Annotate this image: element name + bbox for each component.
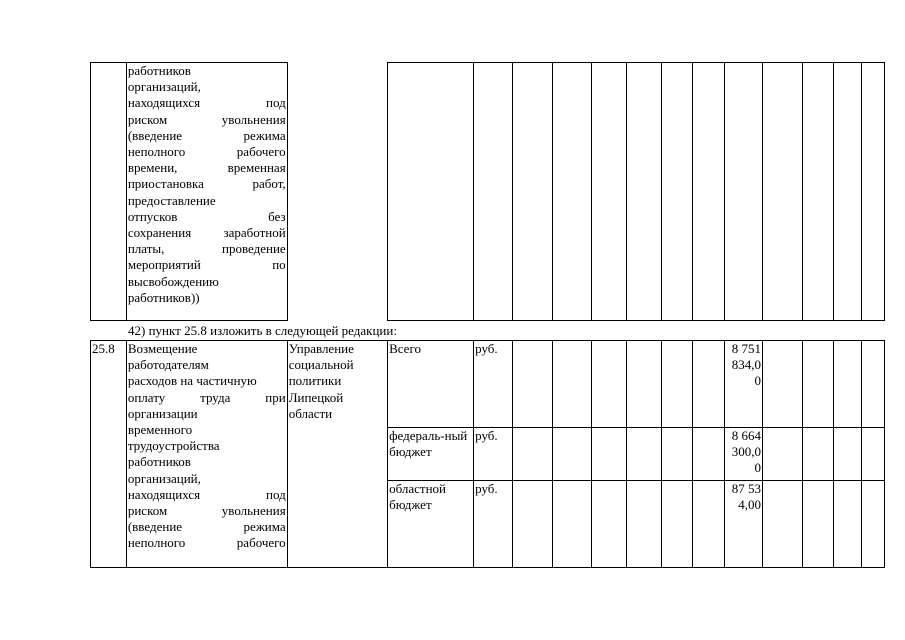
- cell: [693, 428, 725, 481]
- cell: [802, 63, 833, 321]
- cell: [513, 63, 553, 321]
- cell: [388, 63, 474, 321]
- cell: [553, 341, 592, 428]
- description-cell: [126, 63, 287, 321]
- cell: [661, 63, 693, 321]
- unit-cell: руб.: [474, 481, 513, 568]
- desc-line: организаций,: [127, 470, 201, 486]
- desc-line: мероприятий по: [127, 257, 286, 273]
- desc-line: (введение режима: [127, 519, 286, 535]
- description-cell: [126, 341, 287, 568]
- cell: [762, 63, 802, 321]
- cell: [553, 63, 592, 321]
- cell: [833, 428, 862, 481]
- desc-line: приостановка работ,: [127, 176, 286, 192]
- cell: [762, 428, 802, 481]
- amount-cell: 87 534,00: [725, 481, 763, 568]
- cell: [553, 428, 592, 481]
- cell: [693, 63, 725, 321]
- desc-line: высвобождению: [127, 273, 219, 289]
- cell: [513, 428, 553, 481]
- desc-line: организации: [127, 405, 198, 421]
- cell: [693, 341, 725, 428]
- cell: [591, 63, 626, 321]
- cell: [513, 481, 553, 568]
- unit-cell: руб.: [474, 428, 513, 481]
- cell: [661, 341, 693, 428]
- cell: [833, 63, 862, 321]
- cell: [661, 428, 693, 481]
- desc-line: оплату труда при: [127, 389, 286, 405]
- desc-line: платы, проведение: [127, 241, 286, 257]
- cell: [591, 341, 626, 428]
- cell: [762, 341, 802, 428]
- desc-line: трудоустройства: [127, 438, 220, 454]
- cell: [802, 481, 833, 568]
- cell: [626, 428, 661, 481]
- desc-line: организаций,: [127, 79, 201, 95]
- item-number: 25.8: [91, 341, 127, 568]
- cell: [474, 63, 513, 321]
- cell: [626, 481, 661, 568]
- desc-line: работников: [127, 63, 191, 78]
- num-cell: [91, 63, 127, 321]
- source-cell: федераль-ный бюджет: [388, 428, 474, 481]
- amendment-note: 42) пункт 25.8 изложить в следующей редакции:: [128, 323, 397, 338]
- desc-line: расходов на частичную: [127, 373, 257, 389]
- cell: [833, 341, 862, 428]
- source-cell: Всего: [388, 341, 474, 428]
- cell: [693, 481, 725, 568]
- unit-cell: руб.: [474, 341, 513, 428]
- table-continued: [90, 62, 885, 321]
- desc-line: неполного рабочего: [127, 144, 286, 160]
- desc-line: временного: [127, 422, 193, 438]
- executor-cell: Управление социальной политики Липецкой области: [287, 341, 387, 568]
- desc-line: времени, временная: [127, 160, 286, 176]
- cell: [725, 63, 763, 321]
- cell: [802, 428, 833, 481]
- cell: [862, 63, 885, 321]
- cell: [591, 428, 626, 481]
- cell: [513, 341, 553, 428]
- desc-line: работодателям: [127, 357, 209, 373]
- cell: [862, 481, 885, 568]
- desc-line: сохранения заработной: [127, 225, 286, 241]
- cell: [762, 481, 802, 568]
- cell: [553, 481, 592, 568]
- desc-line: неполного рабочего: [127, 535, 286, 551]
- desc-line: находящихся под: [127, 486, 286, 502]
- source-cell: областной бюджет: [388, 481, 474, 568]
- cell: [833, 481, 862, 568]
- table-item-25-8: [90, 340, 885, 568]
- cell: [802, 341, 833, 428]
- cell: [591, 481, 626, 568]
- cell: [661, 481, 693, 568]
- cell: [626, 63, 661, 321]
- desc-line: находящихся под: [127, 95, 286, 111]
- desc-line: (введение режима: [127, 127, 286, 143]
- desc-line: риском увольнения: [127, 503, 286, 519]
- desc-line: работников)): [127, 289, 200, 305]
- blank-gap: [287, 63, 387, 321]
- desc-line: работников: [127, 454, 191, 470]
- desc-line: Возмещение: [127, 341, 198, 356]
- amount-cell: 8 664 300,00: [725, 428, 763, 481]
- desc-line: риском увольнения: [127, 111, 286, 127]
- cell: [862, 341, 885, 428]
- desc-line: отпусков без: [127, 208, 286, 224]
- amount-cell: 8 751 834,00: [725, 341, 763, 428]
- cell: [626, 341, 661, 428]
- cell: [862, 428, 885, 481]
- desc-line: предоставление: [127, 192, 216, 208]
